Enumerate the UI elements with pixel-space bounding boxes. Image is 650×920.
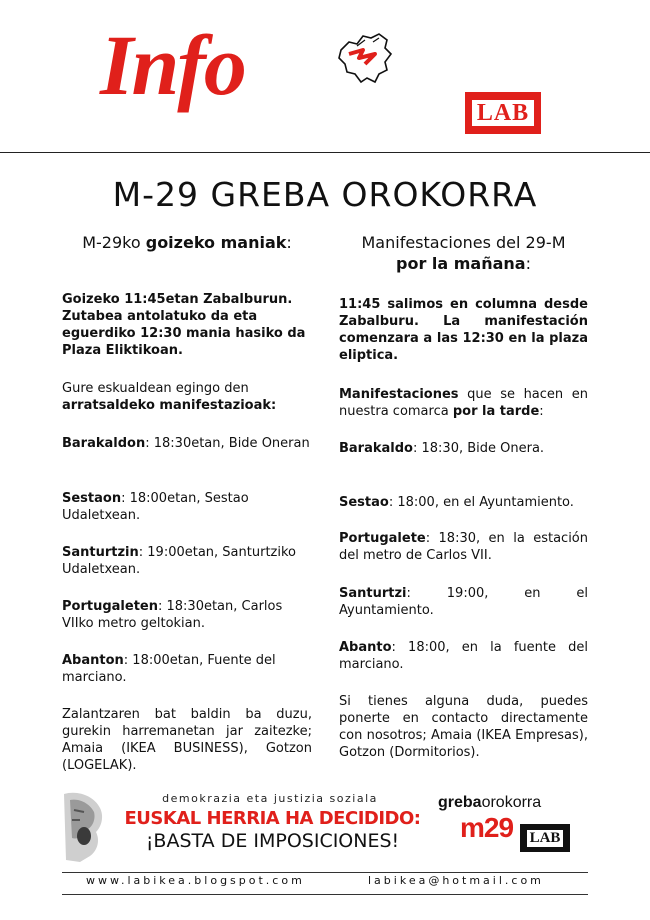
banner-tagline: demokrazia eta justizia soziala xyxy=(162,792,378,805)
left-column xyxy=(62,232,312,253)
right-heading-post: : xyxy=(525,254,531,273)
greba-logo-bold: greba xyxy=(438,794,482,811)
right-item-place: Santurtzi xyxy=(339,586,407,601)
right-item-place: Sestao xyxy=(339,495,389,510)
left-column-heading xyxy=(62,232,312,253)
right-item-detail: : 18:00, en el Ayuntamiento. xyxy=(388,495,574,510)
lab-logo-bottom xyxy=(520,824,570,852)
right-morning-block xyxy=(339,296,588,364)
banner-slogan-red: EUSKAL HERRIA HA DECIDIDO: xyxy=(124,808,421,829)
right-contact-text: Si tienes alguna duda, puedes ponerte en contacto directamente con nosotros; Amaia (IKEA Empresas), Gotzon (Dormitorios). xyxy=(339,694,588,760)
left-morning-text: Goizeko 11:45etan Zabalburun. Zutabea antolatuko da eta eguerdiko 12:30 mania hasiko da Plaza Eliktikoan. xyxy=(62,292,306,358)
right-item-detail: : 19:00, en el Ayuntamiento. xyxy=(339,586,588,618)
left-afternoon-bold: arratsaldeko manifestazioak: xyxy=(62,398,277,413)
right-item-sestao xyxy=(339,494,588,511)
right-morning-text: 11:45 salimos en columna desde Zabalburu. La manifestación comenzara a las 12:30 en la plaza eliptica. xyxy=(339,297,588,363)
m29-logo: m29 xyxy=(460,812,514,843)
right-item-abanto xyxy=(339,639,588,673)
right-afternoon-mid: que se hacen en nuestra comarca xyxy=(339,387,588,419)
left-item-abanton xyxy=(62,652,312,686)
left-item-detail: : 18:00etan, Sestao Udaletxean. xyxy=(62,491,249,523)
left-item-detail: : 18:00etan, Fuente del marciano. xyxy=(62,653,276,685)
left-item-detail: : 18:30etan, Bide Oneran xyxy=(145,436,310,451)
right-item-place: Barakaldo xyxy=(339,441,413,456)
left-item-place: Portugaleten xyxy=(62,599,158,614)
left-item-detail: : 19:00etan, Santurtziko Udaletxean. xyxy=(62,545,296,577)
blog-link[interactable]: www.labikea.blogspot.com xyxy=(86,874,305,887)
left-item-place: Abanton xyxy=(62,653,124,668)
footer-top-rule xyxy=(62,872,588,873)
footer xyxy=(62,872,588,896)
right-afternoon-bold2: por la tarde xyxy=(452,404,540,419)
lab-logo-bottom-text: LAB xyxy=(527,830,564,847)
footer-bottom-rule xyxy=(62,894,588,895)
lab-logo-top xyxy=(465,92,541,134)
left-item-detail: : 18:30etan, Carlos VIIko metro geltokian. xyxy=(62,599,283,631)
right-item-place: Abanto xyxy=(339,640,392,655)
email-link[interactable]: labikea@hotmail.com xyxy=(368,874,544,887)
basque-country-map-emblem-icon xyxy=(335,28,395,86)
right-item-barakaldo xyxy=(339,440,588,457)
left-item-place: Barakaldon xyxy=(62,436,146,451)
left-item-sestaon xyxy=(62,490,312,524)
right-item-detail: : 18:30, en la estación del metro de Carlos VII. xyxy=(339,531,588,563)
right-afternoon-intro xyxy=(339,386,588,420)
right-heading-line1: Manifestaciones del 29-M xyxy=(361,233,566,252)
page-title: M-29 GREBA OROKORRA xyxy=(112,175,538,214)
right-item-detail: : 18:30, Bide Onera. xyxy=(412,441,545,456)
bottom-banner xyxy=(60,786,590,868)
left-item-place: Sestaon xyxy=(62,491,122,506)
left-heading-bold: goizeko maniak xyxy=(145,233,287,252)
info-logo: Info xyxy=(100,17,245,113)
right-column xyxy=(339,232,588,274)
right-afternoon-bold1: Manifestaciones xyxy=(339,387,459,402)
header-divider xyxy=(0,152,650,153)
left-item-place: Santurtzin xyxy=(62,545,139,560)
right-item-place: Portugalete xyxy=(339,531,426,546)
greba-logo-rest: orokorra xyxy=(481,794,542,811)
left-heading-pre: M-29ko xyxy=(82,233,146,252)
left-contact-text: Zalantzaren bat baldin ba duzu, gurekin harremanetan jar zaitezke; Amaia (IKEA BUSINESS), Gotzon (LOGELAK). xyxy=(62,707,312,773)
left-item-barakaldon xyxy=(62,435,312,452)
left-afternoon-intro-text: Gure eskualdean egingo den xyxy=(62,381,249,396)
right-heading-bold: por la mañana xyxy=(396,254,526,273)
right-item-portugalete xyxy=(339,530,588,564)
right-afternoon-post: : xyxy=(539,404,544,419)
right-contact xyxy=(339,693,588,761)
left-item-santurtzin xyxy=(62,544,312,578)
lab-logo-top-text: LAB xyxy=(472,100,534,126)
banner-slogan-black: ¡BASTA DE IMPOSICIONES! xyxy=(145,830,400,852)
right-column-heading xyxy=(339,232,588,274)
header xyxy=(0,0,650,150)
left-heading-post: : xyxy=(286,233,292,252)
left-contact xyxy=(62,706,312,774)
left-afternoon-intro xyxy=(62,380,312,414)
right-item-santurtzi xyxy=(339,585,588,619)
greba-orokorra-logo xyxy=(438,794,563,812)
left-morning-block xyxy=(62,291,312,359)
right-item-detail: : 18:00, en la fuente del marciano. xyxy=(339,640,588,672)
left-item-portugaleten xyxy=(62,598,312,632)
